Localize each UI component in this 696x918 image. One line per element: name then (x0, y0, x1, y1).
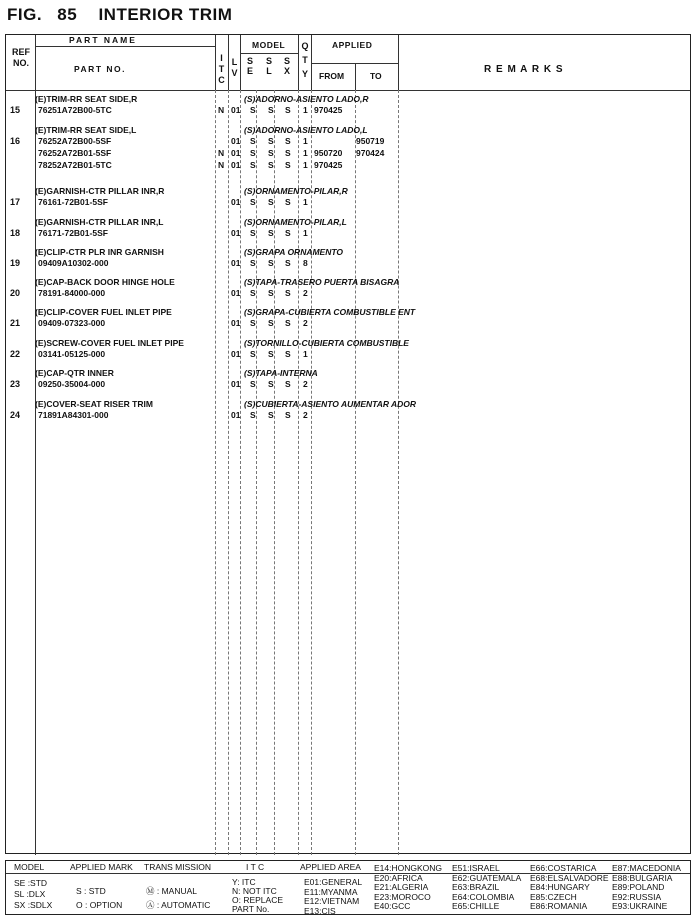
ref-number: 15 (10, 105, 21, 115)
legend-applied-mark-item: S : STD (76, 886, 106, 896)
figure-label: FIG. (7, 5, 43, 24)
legend-area-column (530, 864, 609, 912)
model-sx-header: S X (283, 56, 290, 76)
legend-area-item: E88:BULGARIA (612, 872, 673, 883)
model-se-value: S (250, 136, 256, 146)
remarks-header: R E M A R K S (484, 64, 564, 75)
figure-name: INTERIOR TRIM (98, 5, 233, 24)
part-number: 76171-72B01-5SF (38, 228, 108, 238)
legend-applied-mark-list (76, 884, 122, 912)
part-remark: (S)ORNAMENTO-PILAR,L (244, 217, 347, 227)
qty-value: 1 (303, 349, 308, 359)
part-number: 09409-07323-000 (38, 318, 106, 328)
model-sl-value: S (268, 318, 274, 328)
legend-area-item: E20:AFRICA (374, 872, 423, 883)
part-no-header: PART NO. (74, 64, 126, 74)
from-header: FROM (319, 71, 345, 81)
part-number: 09409A10302-000 (38, 258, 109, 268)
legend-model-list (14, 878, 52, 911)
lv-value: 01 (231, 160, 241, 170)
table-row (5, 338, 691, 368)
itc-header: I T C (218, 53, 225, 85)
model-sx-value: S (285, 228, 291, 238)
legend-trans-item: Ⓐ : AUTOMATIC (146, 900, 211, 910)
part-description: (E)GARNISH-CTR PILLAR INR,R (35, 186, 165, 196)
itc-value: N (218, 105, 225, 115)
part-remark: (S)ADORNO-ASIENTO LADO,R (244, 94, 369, 104)
applied-to: 950719 (356, 136, 385, 146)
part-line (5, 197, 691, 208)
model-sl-value: S (268, 197, 274, 207)
legend-area-item: E64:COLOMBIA (452, 891, 515, 902)
model-se-value: S (250, 105, 256, 115)
model-se-value: S (250, 258, 256, 268)
legend-itc-item: PART No. (232, 904, 270, 914)
model-sx-value: S (285, 318, 291, 328)
model-sl-value: S (268, 410, 274, 420)
table-row (5, 247, 691, 277)
table-row (5, 368, 691, 398)
part-number: 78191-84000-000 (38, 288, 106, 298)
legend-area-item: E40:GCC (374, 901, 411, 911)
legend-area-item: E68:ELSALVADORE (530, 872, 609, 883)
lv-value: 01 (231, 197, 241, 207)
model-sl-value: S (268, 148, 274, 158)
part-description: (E)TRIM-RR SEAT SIDE,L (35, 125, 137, 135)
qty-value: 8 (303, 258, 308, 268)
model-sl-value: S (268, 349, 274, 359)
qty-value: 1 (303, 105, 308, 115)
lv-value: 01 (231, 349, 241, 359)
legend-model-item: SL :DLX (14, 889, 46, 899)
legend-area-item: E13:CIS (304, 905, 336, 916)
part-remark: (S)TAPA-TRASERO PUERTA BISAGRA (244, 277, 400, 287)
part-description: (E)GARNISH-CTR PILLAR INR,L (35, 217, 164, 227)
part-remark: (S)GRAPA-CUBIERTA COMBUSTIBLE ENT (244, 307, 416, 317)
legend-area-item: E23:MOROCO (374, 891, 431, 902)
model-se-value: S (250, 349, 256, 359)
legend-area-item: E01:GENERAL (304, 877, 363, 887)
lv-value: 01 (231, 148, 241, 158)
part-remark: (S)TAPA-INTERNA (244, 368, 318, 378)
part-number: 03141-05125-000 (38, 349, 106, 359)
legend-area-item: E85:CZECH (530, 891, 577, 902)
lv-header: L V (231, 57, 238, 78)
legend-model-heading: MODEL (14, 862, 45, 872)
figure-title (7, 5, 232, 25)
table-row (5, 125, 691, 170)
ref-number: 24 (10, 410, 21, 420)
legend-itc-item: N: NOT ITC (232, 886, 277, 896)
model-sx-value: S (285, 379, 291, 389)
part-line (5, 228, 691, 239)
legend-area-item: E14:HONGKONG (374, 863, 443, 873)
part-description: (E)CAP-QTR INNER (35, 368, 114, 378)
legend-area-item: E12:VIETNAM (304, 896, 360, 906)
legend-model-item: SX :SDLX (14, 900, 53, 910)
part-line (5, 105, 691, 116)
part-number: 76161-72B01-5SF (38, 197, 108, 207)
legend-area-item: E51:ISRAEL (452, 863, 500, 873)
legend-area-column (374, 864, 442, 912)
applied-from: 950720 (314, 148, 343, 158)
legend-area-item: E87:MACEDONIA (612, 863, 681, 873)
ref-number: 23 (10, 379, 21, 389)
model-sl-value: S (268, 228, 274, 238)
part-number: 76252A72B01-5SF (38, 148, 112, 158)
ref-number: 19 (10, 258, 21, 268)
part-description: (E)CLIP-COVER FUEL INLET PIPE (35, 307, 172, 317)
part-line (5, 318, 691, 329)
legend-area-column (612, 864, 681, 912)
model-se-value: S (250, 160, 256, 170)
part-line (5, 258, 691, 269)
qty-value: 1 (303, 228, 308, 238)
part-line (5, 148, 691, 159)
legend-area-item: E62:GUATEMALA (452, 872, 522, 883)
model-sx-value: S (285, 148, 291, 158)
qty-value: 1 (303, 197, 308, 207)
part-remark: (S)ADORNO-ASIENTO LADO,L (244, 125, 368, 135)
model-sx-value: S (285, 105, 291, 115)
model-sx-value: S (285, 258, 291, 268)
model-sx-value: S (285, 410, 291, 420)
part-line (5, 379, 691, 390)
part-line (5, 160, 691, 171)
ref-no-header: REF NO. (12, 47, 30, 68)
qty-value: 2 (303, 379, 308, 389)
legend-area-item: E21:ALGERIA (374, 882, 429, 892)
legend-trans-list (146, 884, 210, 912)
legend-area-item: E86:ROMANIA (530, 901, 588, 911)
lv-value: 01 (231, 258, 241, 268)
legend-model-item: SE :STD (14, 878, 48, 888)
part-line (5, 136, 691, 147)
model-se-value: S (250, 148, 256, 158)
part-number: 76251A72B00-5TC (38, 105, 112, 115)
part-description: (E)TRIM-RR SEAT SIDE,R (35, 94, 138, 104)
qty-value: 2 (303, 318, 308, 328)
legend-area-heading: APPLIED AREA (300, 862, 361, 872)
part-line (5, 410, 691, 421)
table-row (5, 307, 691, 337)
qty-value: 2 (303, 410, 308, 420)
qty-value: 1 (303, 136, 308, 146)
part-remark: (S)ORNAMENTO-PILAR,R (244, 186, 348, 196)
part-number: 09250-35004-000 (38, 379, 106, 389)
legend-trans-item: Ⓜ : MANUAL (146, 886, 198, 896)
figure-number: 85 (57, 5, 78, 24)
legend (5, 860, 691, 915)
part-line (5, 288, 691, 299)
applied-to: 970424 (356, 148, 385, 158)
applied-header: APPLIED (332, 40, 373, 50)
lv-value: 01 (231, 318, 241, 328)
part-number: 76252A72B00-5SF (38, 136, 112, 146)
ref-number: 16 (10, 136, 21, 146)
legend-itc-item: Y: ITC (232, 877, 256, 887)
model-header: MODEL (252, 40, 286, 50)
part-remark: (S)GRAPA ORNAMENTO (244, 247, 344, 257)
table-row (5, 217, 691, 247)
model-sx-value: S (285, 160, 291, 170)
itc-value: N (218, 148, 225, 158)
legend-area-column (304, 878, 362, 916)
part-remark: (S)CUBIERTA-ASIENTO AUMENTAR ADOR (244, 399, 417, 409)
legend-applied-mark-heading: APPLIED MARK (70, 862, 133, 872)
model-sx-value: S (285, 349, 291, 359)
model-se-value: S (250, 197, 256, 207)
part-number: 78252A72B01-5TC (38, 160, 112, 170)
legend-area-item: E89:POLAND (612, 882, 665, 892)
lv-value: 01 (231, 288, 241, 298)
to-header: TO (370, 71, 382, 81)
ref-number: 18 (10, 228, 21, 238)
lv-value: 01 (231, 379, 241, 389)
model-se-value: S (250, 379, 256, 389)
ref-number: 22 (10, 349, 21, 359)
legend-area-item: E84:HUNGARY (530, 882, 590, 892)
legend-area-item: E63:BRAZIL (452, 882, 500, 892)
model-sx-value: S (285, 136, 291, 146)
ref-number: 21 (10, 318, 21, 328)
part-name-header: PART NAME (69, 35, 137, 45)
table-row (5, 277, 691, 307)
itc-value: N (218, 160, 225, 170)
qty-value: 1 (303, 160, 308, 170)
lv-value: 01 (231, 105, 241, 115)
legend-itc-heading: I T C (246, 862, 265, 872)
legend-area-item: E11:MYANMA (304, 886, 358, 897)
table-row (5, 186, 691, 216)
part-number: 71891A84301-000 (38, 410, 109, 420)
model-sl-value: S (268, 288, 274, 298)
ref-number: 20 (10, 288, 21, 298)
lv-value: 01 (231, 410, 241, 420)
lv-value: 01 (231, 228, 241, 238)
legend-area-item: E93:UKRAINE (612, 901, 668, 911)
model-sx-value: S (285, 197, 291, 207)
legend-applied-mark-item: O : OPTION (76, 900, 123, 910)
table-row (5, 399, 691, 429)
model-sl-value: S (268, 258, 274, 268)
legend-area-column (452, 864, 521, 912)
legend-itc-item: O: REPLACE (232, 895, 284, 905)
model-se-value: S (250, 318, 256, 328)
model-se-value: S (250, 410, 256, 420)
legend-itc-list (232, 878, 283, 914)
model-sl-value: S (268, 136, 274, 146)
model-se-value: S (250, 228, 256, 238)
part-description: (E)SCREW-COVER FUEL INLET PIPE (35, 338, 184, 348)
qty-value: 2 (303, 288, 308, 298)
part-description: (E)COVER-SEAT RISER TRIM (35, 399, 153, 409)
lv-value: 01 (231, 136, 241, 146)
applied-from: 970425 (314, 160, 343, 170)
part-description: (E)CAP-BACK DOOR HINGE HOLE (35, 277, 175, 287)
legend-area-item: E92:RUSSIA (612, 891, 662, 902)
table-row (5, 94, 691, 124)
model-sl-value: S (268, 105, 274, 115)
legend-area-item: E66:COSTARICA (530, 863, 597, 873)
part-description: (E)CLIP-CTR PLR INR GARNISH (35, 247, 164, 257)
legend-trans-heading: TRANS MISSION (144, 862, 212, 872)
model-sl-value: S (268, 160, 274, 170)
qty-header: Q T Y (301, 41, 309, 79)
part-remark: (S)TORNILLO-CUBIERTA COMBUSTIBLE (244, 338, 409, 348)
ref-number: 17 (10, 197, 21, 207)
part-line (5, 349, 691, 360)
model-sl-value: S (268, 379, 274, 389)
model-sx-value: S (285, 288, 291, 298)
model-se-header: S E (246, 56, 253, 76)
model-sl-header: S L (265, 56, 272, 76)
model-se-value: S (250, 288, 256, 298)
applied-from: 970425 (314, 105, 343, 115)
legend-area-item: E65:CHILLE (452, 901, 500, 911)
qty-value: 1 (303, 148, 308, 158)
